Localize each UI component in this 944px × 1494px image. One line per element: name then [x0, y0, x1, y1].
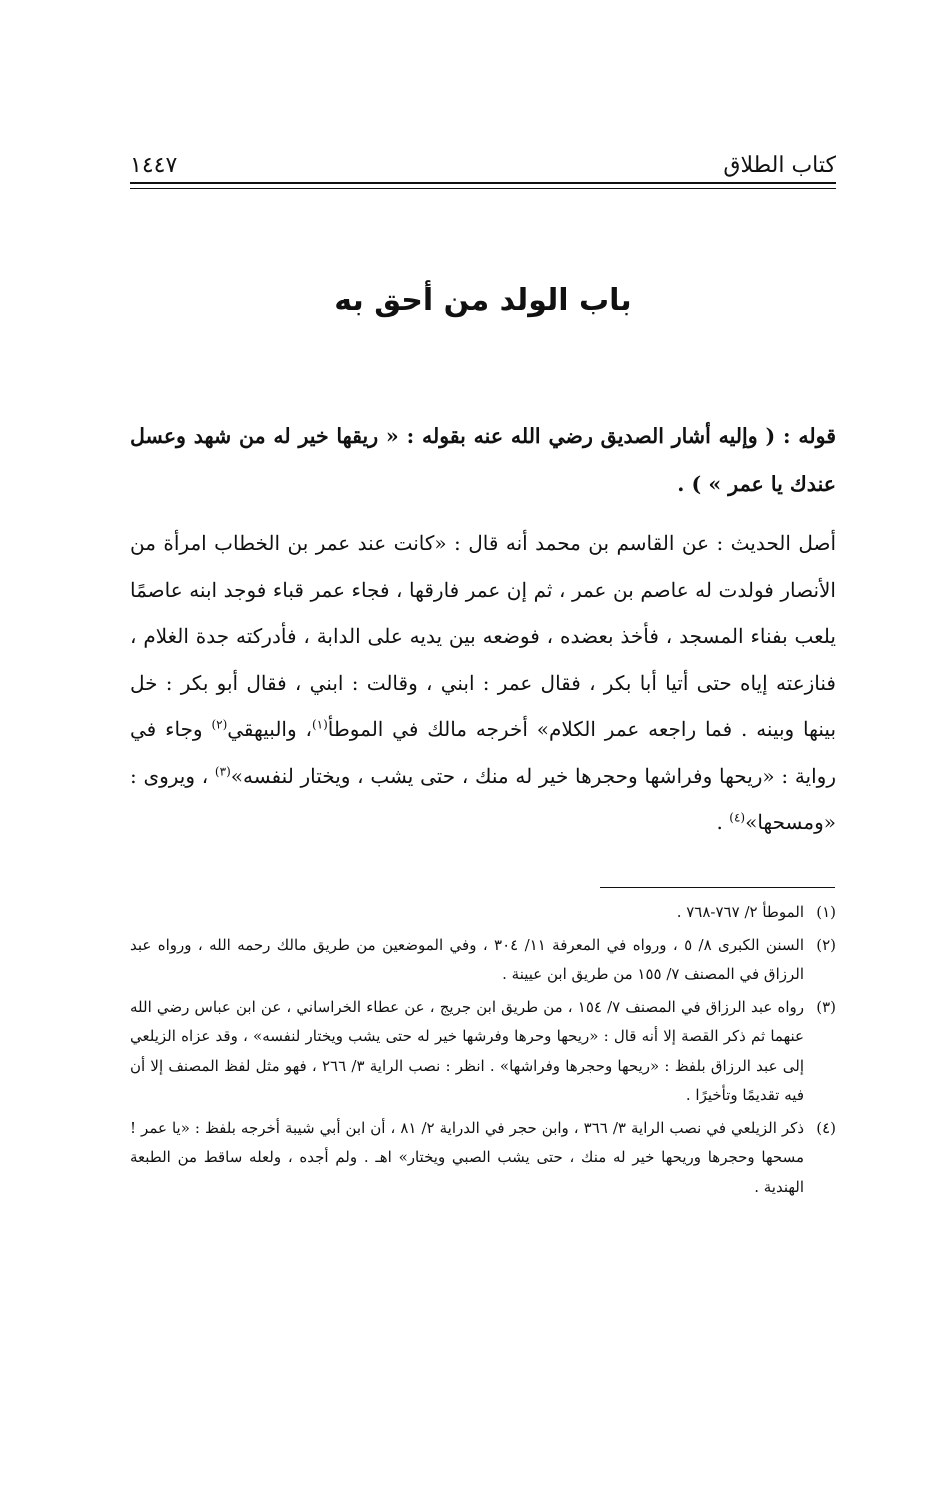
running-head: كتاب الطلاق: [723, 153, 836, 178]
chapter-title: باب الولد من أحق به: [334, 283, 632, 318]
footnote: [130, 898, 836, 928]
page-number: ١٤٤٧: [130, 153, 178, 178]
footnote: [130, 1114, 836, 1203]
footnotes: [130, 898, 836, 1205]
header-rule-thin: [130, 188, 836, 189]
footnote-text: ذكر الزيلعي في نصب الراية ٣/ ٣٦٦ ، وابن حجر في الدراية ٢/ ٨١ ، أن ابن أبي شيبة أخرجه بلفظ : «يا عمر ! مسحها وحجرها وريحها خير له منك ، حتى يشب الصبي ويختار» اهـ . ولم أجده ، ولعله ساقط من الطبعة الهندية .: [130, 1118, 804, 1196]
footnote-text: رواه عبد الرزاق في المصنف ٧/ ١٥٤ ، من طريق ابن جريج ، عن عطاء الخراساني ، عن ابن عباس رضي الله عنهما ثم ذكر القصة إلا أنه قال : «ريحها وحرها وفرشها خير له حتى يشب ويختار لنفسه» ، وقد عزاه الزيلعي إلى عبد الرزاق بلفظ : «ريحها وحجرها وفراشها» . انظر : نصب الراية ٣/ ٢٦٦ ، فهو مثل لفظ المصنف إلا أن فيه تقديمًا وتأخيرًا .: [130, 997, 804, 1104]
body-text-part: ، والبيهقي: [227, 717, 312, 741]
main-paragraph: [130, 520, 836, 846]
page-header: [130, 142, 836, 178]
footnote-ref: (٢): [211, 717, 228, 732]
footnote-ref: (٣): [214, 763, 231, 778]
body-text-part: أصل الحديث : عن القاسم بن محمد أنه قال : «كانت عند عمر بن الخطاب امرأة من الأنصار فولدت له عاصم بن عمر ، ثم إن عمر فارقها ، فجاء عمر قباء فوجد ابنه عاصمًا يلعب بفناء المسجد ، فأخذ بعضده ، فوضعه بين يديه على الدابة ، فأدركته جدة الغلام ، فنازعته إياه حتى أتيا أبا بكر ، فقال عمر : ابني ، وقالت : ابني ، فقال أبو بكر : خل بينها وبينه . فما راجعه عمر الكلام» أخرجه مالك في الموطأ: [130, 531, 837, 741]
footnote-ref: (١): [311, 717, 328, 732]
footnote-text: السنن الكبرى ٨/ ٥ ، ورواه في المعرفة ١١/ ٣٠٤ ، وفي الموضعين من طريق مالك رحمه الله ، ورواه عبد الرزاق في المصنف ٧/ ١٥٥ من طريق ابن عيينة .: [130, 935, 805, 983]
footnote-number: (٣): [816, 997, 836, 1016]
quoted-statement: قوله : ( وإليه أشار الصديق رضي الله عنه بقوله : « ريقها خير له من شهد وعسل عندك يا عمر » ) .: [130, 424, 836, 496]
body-text-part: وجاء في رواية : «ريحها وفراشها وحجرها خير له منك ، حتى يشب ، ويختار لنفسه»: [130, 717, 836, 788]
footnote: [130, 993, 836, 1111]
footnote-number: (٤): [816, 1118, 836, 1137]
body-text-part: .: [716, 810, 730, 834]
footnote: [130, 931, 836, 990]
footnote-ref: (٤): [729, 810, 746, 825]
footnote-number: (٢): [816, 935, 836, 954]
body-text-part: ، ويروى : «ومسحها»: [130, 763, 836, 834]
footnote-separator: [600, 887, 835, 888]
footnote-number: (١): [816, 903, 836, 921]
header-rule-thick: [130, 182, 836, 184]
footnote-text: الموطأ ٢/ ٧٦٧-٧٦٨ .: [676, 903, 804, 921]
